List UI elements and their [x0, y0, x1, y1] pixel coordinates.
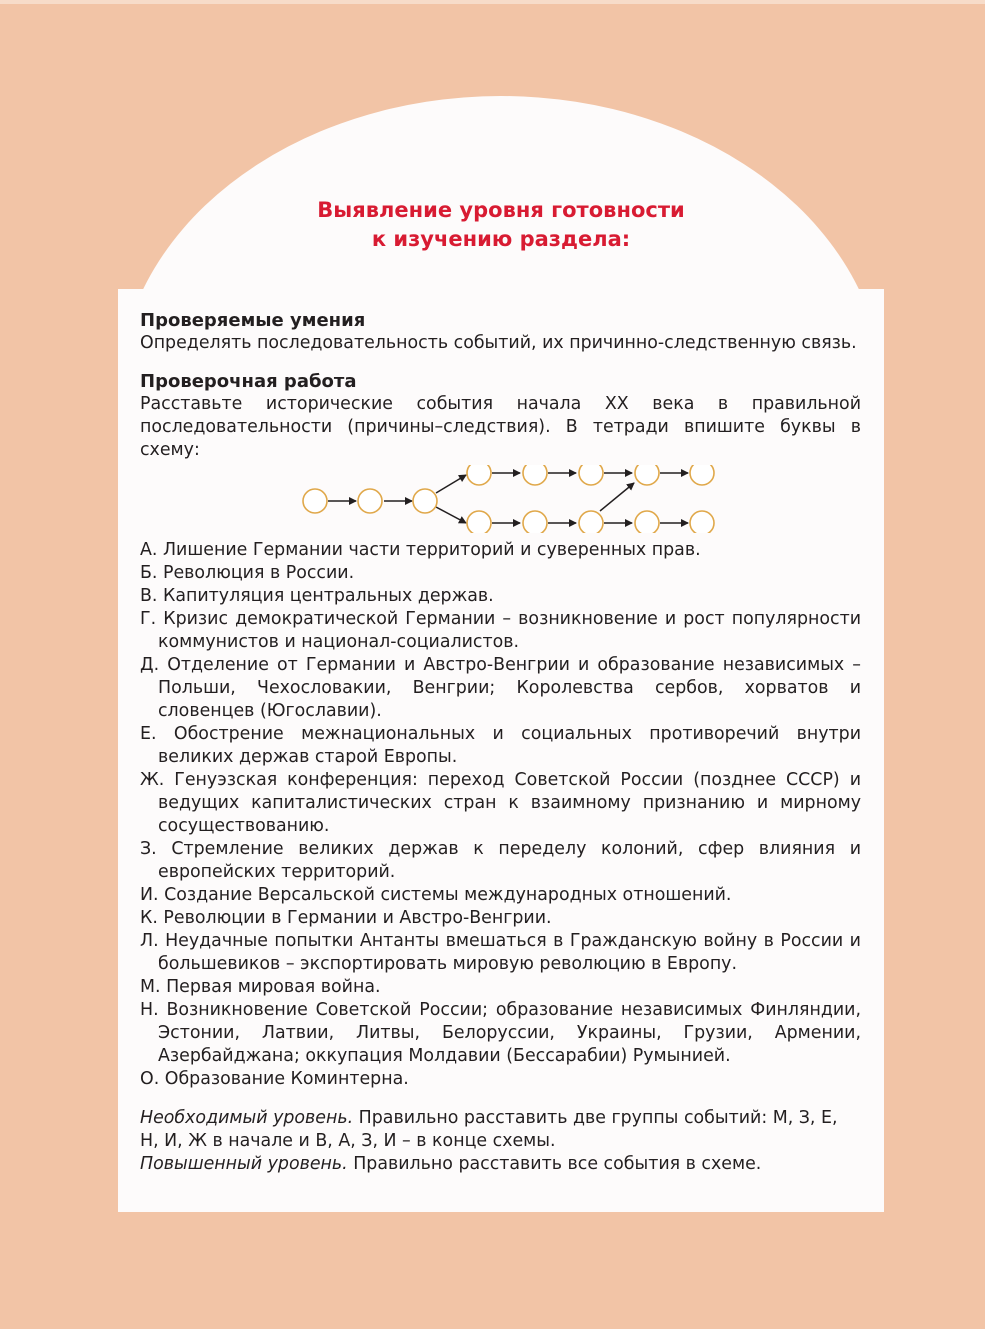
- event-item: [140, 1068, 861, 1091]
- event-letter: И.: [140, 885, 159, 905]
- event-letter: В.: [140, 586, 158, 606]
- event-item: [140, 930, 861, 976]
- event-letter: Н.: [140, 1000, 159, 1020]
- event-letter: А.: [140, 540, 158, 560]
- skills-title: Проверяемые умения: [140, 310, 366, 331]
- diagram-slot: [690, 465, 714, 485]
- test-title: Проверочная работа: [140, 371, 357, 392]
- event-letter: Е.: [140, 724, 157, 744]
- event-letter: О.: [140, 1069, 160, 1089]
- event-text: Первая мировая война.: [166, 977, 381, 997]
- event-item: [140, 562, 861, 585]
- event-item: [140, 838, 861, 884]
- heading-line-2: к изучению раздела:: [371, 227, 631, 251]
- diagram-slot: [358, 489, 382, 513]
- test-text: Расставьте исторические события начала XX века в правильной последовательности (причины–следствия). В тетради впишите буквы в схему:: [140, 394, 861, 460]
- event-text: Революция в России.: [163, 563, 355, 583]
- diagram-slot: [635, 511, 659, 533]
- top-edge-line: [0, 0, 985, 4]
- diagram-arrow: [600, 483, 634, 511]
- sequence-diagram: [300, 465, 720, 533]
- diagram-arrow: [436, 507, 466, 523]
- diagram-slot: [413, 489, 437, 513]
- event-text: Кризис демократической Германии – возникновение и рост популярности коммунистов и национал-социалистов.: [158, 609, 861, 652]
- criteria-basic: [140, 1107, 861, 1153]
- criteria-basic-label: Необходимый уровень.: [140, 1108, 354, 1128]
- diagram-slot: [690, 511, 714, 533]
- event-item: [140, 769, 861, 838]
- event-item: [140, 608, 861, 654]
- diagram-slot: [579, 465, 603, 485]
- event-item: [140, 976, 861, 999]
- event-item: [140, 585, 861, 608]
- event-text: Возникновение Советской России; образование независимых Финляндии, Эстонии, Латвии, Литвы, Белоруссии, Украины, Грузии, Армении, Азербайджана; оккупация Молдавии (Бессарабии) Румынией.: [158, 1000, 861, 1066]
- diagram-slot: [303, 489, 327, 513]
- heading-line-1: Выявление уровня готовности: [317, 198, 685, 222]
- event-item: [140, 884, 861, 907]
- criteria-advanced-label: Повышенный уровень.: [140, 1154, 348, 1174]
- event-letter: Б.: [140, 563, 158, 583]
- event-text: Создание Версальской системы международных отношений.: [164, 885, 732, 905]
- event-text: Генуэзская конференция: переход Советской России (позднее СССР) и ведущих капиталистических стран к взаимному признанию и мирному сосуществованию.: [158, 770, 861, 836]
- skills-text: Определять последовательность событий, их причинно-следственную связь.: [140, 333, 857, 353]
- event-text: Лишение Германии части территорий и суверенных прав.: [162, 540, 701, 560]
- event-item: [140, 539, 861, 562]
- diagram-slot: [467, 465, 491, 485]
- event-text: Отделение от Германии и Австро-Венгрии и образование независимых – Польши, Чехословакии, Венгрии; Королевства сербов, хорватов и словенцев (Югославии).: [158, 655, 861, 721]
- event-letter: М.: [140, 977, 161, 997]
- criteria-advanced: [140, 1153, 861, 1176]
- event-letter: К.: [140, 908, 158, 928]
- diagram-slot: [579, 511, 603, 533]
- assessment-criteria: [140, 1107, 861, 1176]
- event-text: Обострение межнациональных и социальных противоречий внутри великих держав старой Европы.: [158, 724, 862, 767]
- content: [140, 309, 861, 1176]
- event-letter: Ж.: [140, 770, 165, 790]
- event-item: [140, 999, 861, 1068]
- diagram-slot: [523, 465, 547, 485]
- event-letter: Л.: [140, 931, 159, 951]
- event-item: [140, 907, 861, 930]
- event-text: Неудачные попытки Антанты вмешаться в Гражданскую войну в России и большевиков – экспортировать мировую революцию в Европу.: [158, 931, 861, 974]
- event-text: Капитуляция центральных держав.: [163, 586, 494, 606]
- event-letter: З.: [140, 839, 157, 859]
- event-text: Революции в Германии и Австро-Венгрии.: [163, 908, 552, 928]
- event-item: [140, 723, 861, 769]
- diagram-arrow: [436, 475, 466, 493]
- page-heading: [118, 196, 884, 254]
- event-item: [140, 654, 861, 723]
- event-letter: Г.: [140, 609, 157, 629]
- diagram-slot: [523, 511, 547, 533]
- criteria-basic-text: Правильно расставить две группы событий: М, З, Е, Н, И, Ж в начале и В, А, З, И – в конце схемы.: [140, 1108, 838, 1151]
- diagram-slot: [467, 511, 491, 533]
- diagram-slot: [635, 465, 659, 485]
- event-list: [140, 539, 861, 1091]
- event-text: Стремление великих держав к переделу колоний, сфер влияния и европейских территорий.: [158, 839, 861, 882]
- event-text: Образование Коминтерна.: [164, 1069, 409, 1089]
- criteria-advanced-text: Правильно расставить все события в схеме.: [347, 1154, 762, 1174]
- event-letter: Д.: [140, 655, 160, 675]
